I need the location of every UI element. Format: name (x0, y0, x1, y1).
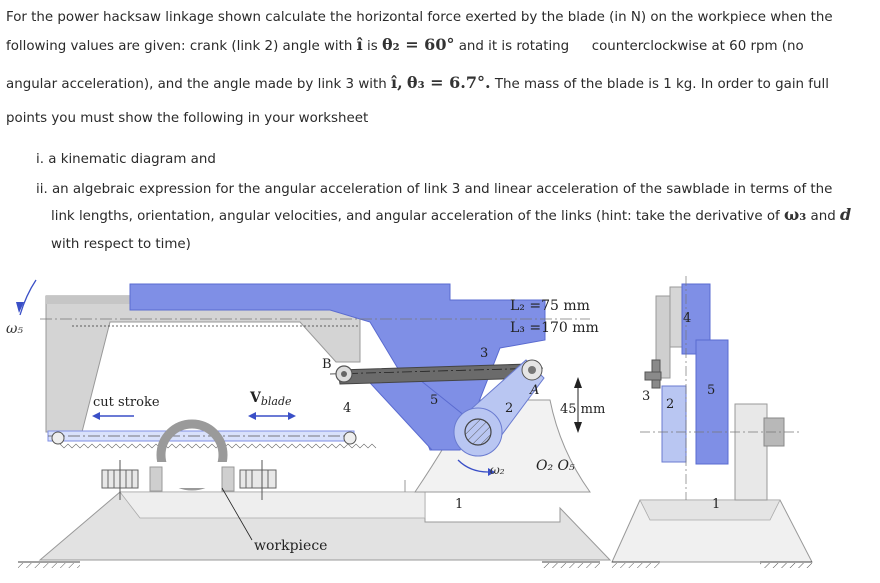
side-link-2-label: 2 (666, 397, 675, 412)
question-text: angular acceleration), and the angle made by link 3 with (6, 77, 387, 92)
cut-stroke-label: cut stroke (93, 395, 160, 410)
omega5-label: ω₅ (6, 321, 24, 337)
theta2-value: θ₂ = 60° (381, 35, 455, 54)
question-text: following values are given: crank (link 2) angle with (6, 39, 353, 54)
d-symbol: d (840, 205, 852, 224)
workpiece-label: workpiece (254, 538, 328, 554)
label-b: B (322, 357, 332, 372)
list-item-2-line-3: with respect to time) (51, 237, 191, 252)
list-item-1: i. a kinematic diagram and (36, 152, 216, 167)
question-text: and it is rotating (458, 39, 570, 54)
unit-vector-i: î, (391, 73, 403, 92)
side-link-3-label: 3 (642, 389, 651, 404)
v-blade-arrow (248, 412, 296, 420)
question-text: The mass of the blade is 1 kg. In order to gain full (494, 77, 829, 92)
label-a: A (530, 383, 540, 398)
list-text: link lengths, orientation, angular velocities, and angular acceleration of the links (hint: take the derivative of (51, 209, 780, 224)
omega2-label: ω₂ (490, 463, 505, 477)
link-3-label: 3 (480, 346, 489, 361)
l2-label: L₂ =75 mm (510, 298, 590, 314)
pivot-labels: O₂ O₅ (536, 458, 575, 474)
side-view (612, 276, 812, 568)
link-5-label: 5 (430, 393, 439, 408)
question-text: is (366, 39, 378, 54)
question-line-1: For the power hacksaw linkage shown calculate the horizontal force exerted by the blade (in N) on the workpiece when the (6, 10, 833, 25)
link-2-label: 2 (505, 401, 514, 416)
question-text: counterclockwise at 60 rpm (no (591, 39, 804, 54)
v-blade-label: $V_{blade}$ (250, 390, 292, 408)
dim-45-label: 45 mm (560, 402, 606, 417)
question-line-4: points you must show the following in your worksheet (6, 111, 369, 126)
unit-vector-i: î (356, 35, 363, 54)
joint-b-pin (341, 371, 347, 377)
omega5-arrow (16, 280, 36, 315)
list-item-2: ii. an algebraic expression for the angular acceleration of link 3 and linear acceleration of the sawblade in terms of the (36, 182, 833, 197)
link-4-label: 4 (343, 401, 352, 416)
cut-stroke-arrow (92, 412, 134, 420)
side-link-5-label: 5 (707, 383, 716, 398)
theta3-value: θ₃ = 6.7°. (406, 73, 491, 92)
side-link-1-label: 1 (712, 497, 721, 512)
link-1-label: 1 (455, 497, 464, 512)
l3-label: L₃ =170 mm (510, 320, 599, 336)
list-text: and (810, 209, 836, 224)
ground-base (18, 480, 610, 568)
saw-frame (46, 296, 360, 432)
side-link-4-label: 4 (683, 311, 692, 326)
omega3-symbol: ω₃ (784, 205, 807, 224)
